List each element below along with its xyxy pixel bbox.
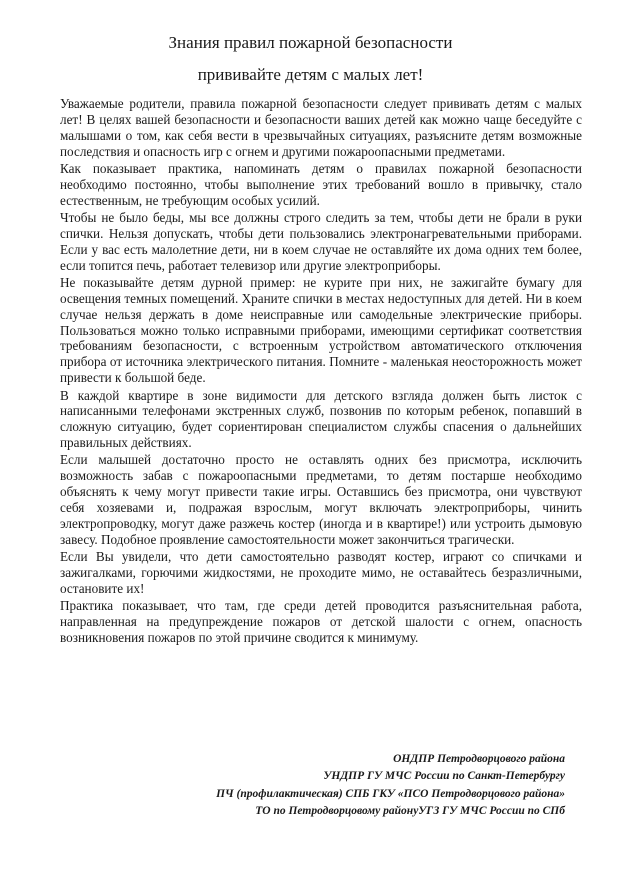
paragraph-emergency-phones: В каждой квартире в зоне видимости для детского взгляда должен быть листок с написанными телефонами экстренных служб, позвонив по которым ребенок, попавший в сложную ситуацию, будет сориентирован специалистом службы спасения о дальнейших правильных действиях. <box>60 387 582 451</box>
paragraph-older-children: Если малышей достаточно просто не оставлять одних без присмотра, исключить возможность забав с пожароопасными предметами, то детям постарше необходимо объяснять к чему могут привести такие игры. Оставшись без присмотра, они чувствуют себя хозяевами и, подражая взрослым, могут включать электроприборы, чинить электропроводку, могут даже разжечь костер (иногда и в квартире!) или устроить дымовую завесу. Подобное проявление самостоятельности может закончиться трагически. <box>60 452 582 547</box>
paragraph-good-example: Не показывайте детям дурной пример: не курите при них, не зажигайте бумагу для освещения темных помещений. Храните спички в местах недоступных для детей. Ни в коем случае нельзя держать в доме неисправные или самодельные электрические приборы. Пользоваться можно только исправными приборами, имеющими сертификат соответствия требованиям безопасности, с встроенным устройством автоматического отключения прибора от источника электрического питания. Помните - маленькая неосторожность может привести к большой беде. <box>60 274 582 386</box>
paragraph-stop-them: Если Вы увидели, что дети самостоятельно разводят костер, играют со спичками и зажигалками, горючими жидкостями, не проходите мимо, не оставайтесь безразличными, остановите их! <box>60 549 582 596</box>
signature-line-to-ugz: ТО по Петродворцовому районуУГЗ ГУ МЧС России по СПб <box>255 805 565 818</box>
signature-block <box>125 751 565 821</box>
document-body <box>60 96 582 647</box>
paragraph-parent-advice: Уважаемые родители, правила пожарной безопасности следует прививать детям с малых лет! В целях вашей безопасности и безопасности ваших детей как можно чаще беседуйте с малышами о том, как себя вести в чрезвычайных ситуациях, разъясните детям возможные последствия и опасность игр с огнем и другими пожароопасными предметами. <box>60 96 582 159</box>
paragraph-constant-reminders: Как показывает практика, напоминать детям о правилах пожарной безопасности необходимо постоянно, чтобы выполнение этих требований вошло в привычку, стало естественным, не требующим особых усилий. <box>60 160 582 208</box>
signature-line-ondpr: ОНДПР Петродворцового района <box>393 753 565 765</box>
signature-line-undpr: УНДПР ГУ МЧС России по Санкт-Петербургу <box>323 770 565 783</box>
paragraph-matches-and-appliances: Чтобы не было беды, мы все должны строго следить за тем, чтобы дети не брали в руки спички. Нельзя допускать, чтобы дети пользовались электронагревательными приборами. Если у вас есть малолетние дети, ни в коем случае не оставляйте их дома одних тем более, если топится печь, работает телевизор или другие электроприборы. <box>60 209 582 273</box>
paragraph-practice-shows: Практика показывает, что там, где среди детей проводится разъяснительная работа, направленная на предупреждение пожаров от детской шалости с огнем, опасность возникновения пожаров по этой причине сводится к минимуму. <box>60 598 582 645</box>
document-title-line-1: Знания правил пожарной безопасности <box>168 33 453 52</box>
document-title-line-2: прививайте детям с малых лет! <box>197 65 424 84</box>
signature-line-pch: ПЧ (профилактическая) СПБ ГКУ «ПСО Петродворцового района» <box>216 787 565 800</box>
